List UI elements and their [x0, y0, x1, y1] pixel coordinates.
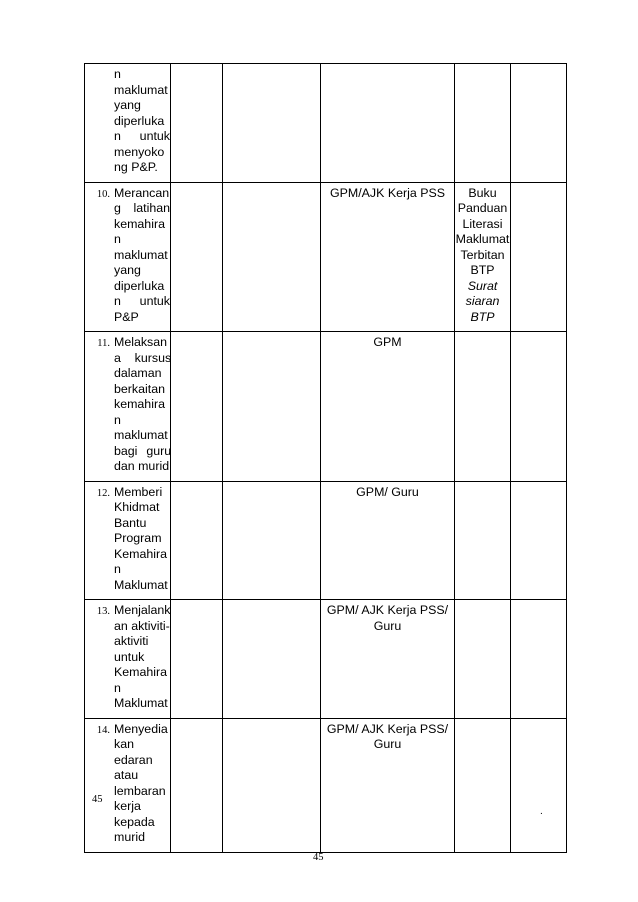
responsible-line: GPM/ Guru	[356, 484, 419, 499]
responsible-cell	[321, 332, 455, 482]
empty-cell	[171, 182, 223, 332]
activity-line: edaran	[114, 752, 153, 767]
activity-line: Melaksan	[114, 335, 168, 349]
empty-cell	[223, 718, 321, 852]
activity-line: Kemahira	[114, 665, 168, 679]
activity-block	[85, 603, 170, 712]
activity-line: Kemahira	[114, 546, 168, 561]
empty-cell	[511, 718, 567, 852]
activity-line: bagi guru	[114, 443, 172, 458]
activity-line: n	[114, 67, 121, 81]
output-line: Buku	[468, 185, 497, 200]
empty-cell	[511, 481, 567, 600]
activity-text	[114, 186, 170, 326]
empty-cell	[171, 332, 223, 482]
responsible-line: GPM/AJK Kerja PSS	[330, 185, 445, 200]
table-row	[85, 182, 567, 332]
row-number: 13.	[96, 606, 110, 617]
activity-line: kemahira	[114, 216, 165, 231]
row-number: 11.	[97, 338, 110, 349]
activity-line: Menyedia	[114, 721, 168, 736]
output-line: siaran	[465, 294, 500, 308]
activity-line: atau	[114, 768, 139, 782]
responsible-cell	[321, 600, 455, 719]
activity-line: n untuk	[114, 294, 170, 308]
output-cell	[455, 64, 511, 183]
empty-cell	[223, 332, 321, 482]
responsible-cell	[321, 481, 455, 600]
table-row	[85, 481, 567, 600]
activity-line: menyoko	[114, 144, 165, 159]
table-row	[85, 718, 567, 852]
output-line: Panduan	[457, 201, 508, 215]
responsible-line: Guru	[373, 618, 402, 633]
table-row	[85, 332, 567, 482]
activity-line: lembaran	[114, 783, 166, 798]
activity-line: Program	[114, 531, 162, 545]
activity-block	[85, 485, 170, 594]
empty-cell	[171, 718, 223, 852]
output-cell	[455, 600, 511, 719]
activity-line: diperluka	[114, 113, 165, 128]
empty-cell	[511, 182, 567, 332]
activity-line: dalaman	[114, 366, 162, 380]
activity-block	[85, 722, 170, 846]
responsible-cell	[321, 64, 455, 183]
output-line: Maklumat	[455, 232, 510, 246]
activity-line: P&P	[114, 309, 139, 324]
activity-line: untuk	[114, 649, 145, 664]
activity-line: diperluka	[114, 278, 165, 293]
activity-cell	[85, 718, 171, 852]
activity-text	[114, 67, 170, 176]
empty-cell	[223, 481, 321, 600]
output-line: BTP	[470, 309, 495, 324]
activity-line: ng P&P.	[114, 160, 158, 174]
activity-line: Merancan	[114, 185, 170, 200]
activity-text	[114, 722, 170, 846]
empty-cell	[171, 64, 223, 183]
output-line: Literasi	[462, 216, 503, 231]
empty-cell	[171, 600, 223, 719]
activity-line: n untuk	[114, 129, 170, 143]
responsible-line: Guru	[373, 737, 402, 751]
activity-line: aktiviti	[114, 634, 149, 648]
activity-text	[114, 485, 170, 594]
empty-cell	[223, 600, 321, 719]
empty-cell	[223, 182, 321, 332]
output-cell	[455, 718, 511, 852]
activity-line: maklumat	[114, 247, 168, 262]
activity-cell	[85, 600, 171, 719]
activity-line: an aktiviti-	[114, 618, 170, 633]
activity-line: g latihan	[114, 201, 170, 215]
empty-cell	[223, 64, 321, 183]
activity-line: Menjalank	[114, 603, 171, 617]
activity-line: Bantu	[114, 515, 147, 530]
activity-block	[85, 186, 170, 326]
empty-cell	[171, 481, 223, 600]
activity-line: kan	[114, 737, 134, 751]
activity-table	[84, 63, 567, 853]
row-number: 10.	[96, 188, 110, 200]
responsible-cell	[321, 182, 455, 332]
responsible-cell	[321, 718, 455, 852]
table-row	[85, 64, 567, 183]
responsible-line: GPM	[373, 335, 402, 349]
activity-line: n	[114, 412, 121, 427]
table-row	[85, 600, 567, 719]
activity-line: a kursus	[114, 350, 172, 365]
activity-block	[85, 335, 170, 475]
activity-cell	[85, 182, 171, 332]
activity-text	[114, 603, 170, 712]
activity-line: Maklumat	[114, 696, 168, 710]
activity-block	[85, 67, 170, 176]
activity-line: kepada	[114, 814, 155, 829]
row-number	[85, 67, 114, 176]
activity-line: berkaitan	[114, 381, 165, 396]
row-number: 12.	[96, 487, 110, 499]
activity-text	[114, 335, 171, 475]
activity-line: yang	[114, 98, 141, 112]
output-line: BTP	[470, 263, 495, 277]
activity-line: Khidmat	[114, 500, 160, 514]
activity-line: n	[114, 562, 121, 576]
activity-line: Memberi	[114, 484, 163, 499]
activity-line: yang	[114, 263, 141, 277]
activity-line: Maklumat	[114, 577, 168, 592]
activity-cell	[85, 64, 171, 183]
row-number: 14.	[96, 724, 110, 736]
activity-line: kerja	[114, 799, 141, 813]
output-line: Surat	[467, 278, 498, 293]
activity-line: n	[114, 680, 121, 695]
activity-line: maklumat	[114, 428, 168, 442]
empty-cell	[511, 600, 567, 719]
responsible-line: GPM/ AJK Kerja PSS/	[326, 603, 449, 617]
activity-line: kemahira	[114, 397, 165, 411]
activity-line: n	[114, 232, 121, 246]
responsible-line: GPM/ AJK Kerja PSS/	[326, 721, 449, 736]
output-cell	[455, 481, 511, 600]
footer-dot: .	[540, 806, 543, 817]
footer-left-page-number: 45	[92, 794, 103, 805]
activity-line: dan murid	[114, 459, 170, 473]
empty-cell	[511, 332, 567, 482]
activity-cell	[85, 481, 171, 600]
output-line: Terbitan	[460, 247, 505, 262]
page-number: 45	[313, 852, 324, 863]
activity-line: murid	[114, 830, 145, 844]
output-cell	[455, 332, 511, 482]
activity-cell	[85, 332, 171, 482]
output-cell	[455, 182, 511, 332]
empty-cell	[511, 64, 567, 183]
activity-line: maklumat	[114, 82, 168, 97]
